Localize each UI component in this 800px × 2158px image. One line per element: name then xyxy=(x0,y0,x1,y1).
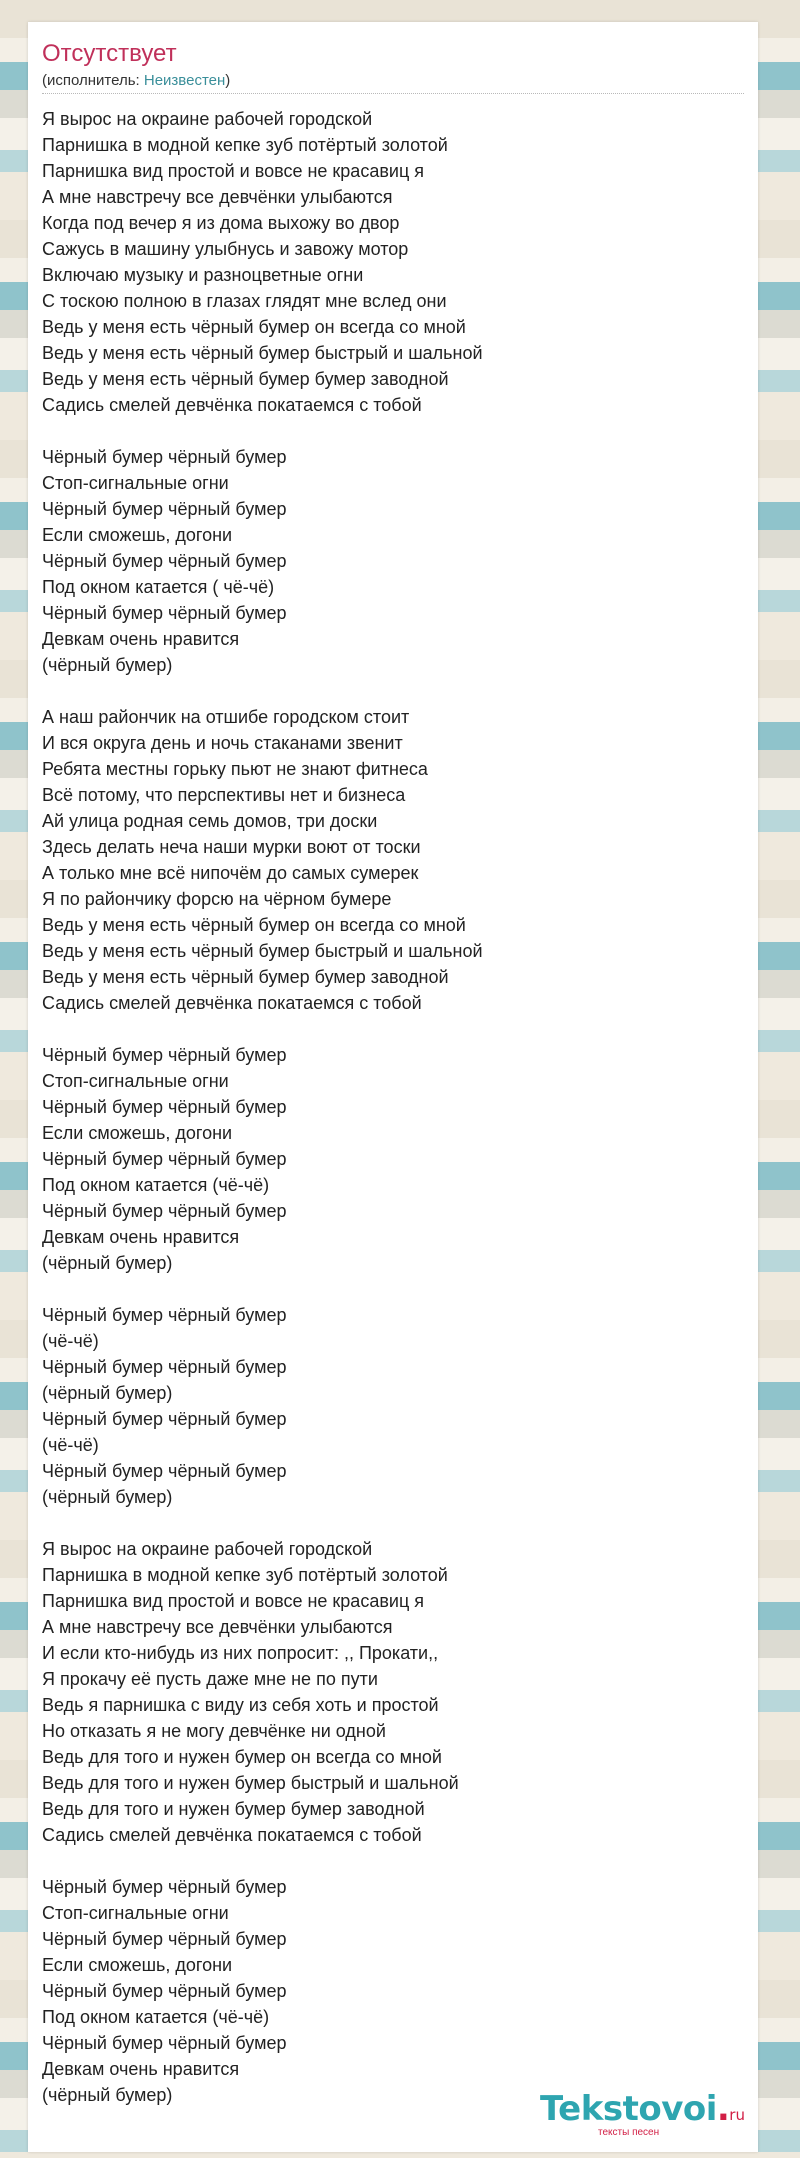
song-title: Отсутствует xyxy=(42,40,177,67)
artist-line xyxy=(42,72,230,90)
logo-main-text: Tekstovoi xyxy=(540,2089,717,2129)
lyrics-text: Я вырос на окраине рабочей городской Парнишка в модной кепке зуб потёртый золотой Парнишка вид простой и вовсе не красавиц я А мне навстречу все девчёнки улыбаются Когда под вечер я из дома выхожу во двор Сажусь в машину улыбнусь и завожу мотор Включаю музыку и разноцветные огни С тоскою полною в глазах глядят мне вслед они Ведь у меня есть чёрный бумер он всегда со мной Ведь у меня есть чёрный бумер быстрый и шальной Ведь у меня есть чёрный бумер бумер заводной Садись смелей девчёнка покатаемся с тобой Чёрный бумер чёрный бумер Стоп-сигнальные огни Чёрный бумер чёрный бумер Если сможешь, догони Чёрный бумер чёрный бумер Под окном катается ( чё-чё) Чёрный бумер чёрный бумер Девкам очень нравится (чёрный бумер) А наш райончик на отшибе городском стоит И вся округа день и ночь стаканами звенит Ребята местны горьку пьют не знают фитнеса Всё потому, что перспективы нет и бизнеса Ай улица родная семь домов, три доски Здесь делать неча наши мурки воют от тоски А только мне всё нипочём до самых сумерек Я по райончику форсю на чёрном бумере Ведь у меня есть чёрный бумер он всегда со мной Ведь у меня есть чёрный бумер быстрый и шальной Ведь у меня есть чёрный бумер бумер заводной Садись смелей девчёнка покатаемся с тобой Чёрный бумер чёрный бумер Стоп-сигнальные огни Чёрный бумер чёрный бумер Если сможешь, догони Чёрный бумер чёрный бумер Под окном катается (чё-чё) Чёрный бумер чёрный бумер Девкам очень нравится (чёрный бумер) Чёрный бумер чёрный бумер (чё-чё) Чёрный бумер чёрный бумер (чёрный бумер) Чёрный бумер чёрный бумер (чё-чё) Чёрный бумер чёрный бумер (чёрный бумер) Я вырос на окраине рабочей городской Парнишка в модной кепке зуб потёртый золотой Парнишка вид простой и вовсе не красавиц я А мне навстречу все девчёнки улыбаются И если кто-нибудь из них попросит: ,, Прокати,, Я прокачу её пусть даже мне не по пути Ведь я парнишка с виду из себя хоть и простой Но отказать я не могу девчёнке ни одной Ведь для того и нужен бумер он всегда со мной Ведь для того и нужен бумер быстрый и шальной Ведь для того и нужен бумер бумер заводной Садись смелей девчёнка покатаемся с тобой Чёрный бумер чёрный бумер Стоп-сигнальные огни Чёрный бумер чёрный бумер Если сможешь, догони Чёрный бумер чёрный бумер Под окном катается (чё-чё) Чёрный бумер чёрный бумер Девкам очень нравится (чёрный бумер) xyxy=(42,109,483,2105)
logo-tagline: тексты песен xyxy=(598,2127,660,2138)
artist-prefix: (исполнитель: xyxy=(42,72,144,89)
artist-suffix: ) xyxy=(225,72,231,89)
tekstovoi-logo[interactable] xyxy=(540,2089,745,2140)
artist-link[interactable]: Неизвестен xyxy=(143,72,226,89)
title-divider xyxy=(42,93,744,94)
logo-dot: . xyxy=(716,2089,730,2129)
logo-tld: ru xyxy=(729,2106,745,2124)
lyrics-card xyxy=(28,22,758,2152)
